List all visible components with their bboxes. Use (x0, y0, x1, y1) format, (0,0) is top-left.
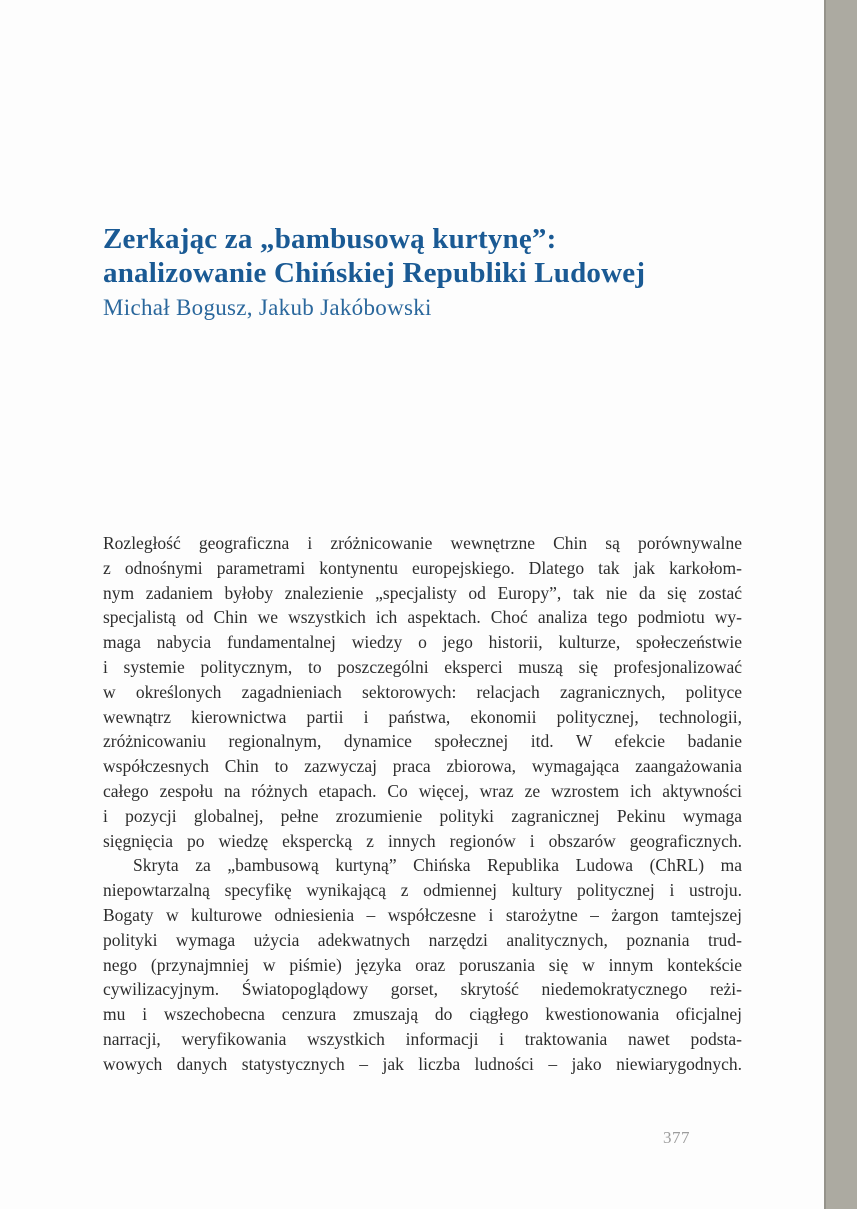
body-line: polityki wymaga użycia adekwatnych narzędzi analitycznych, poznania trud- (103, 929, 742, 950)
body-line: nym zadaniem byłoby znalezienie „specjalisty od Europy”, tak nie da się zostać (103, 582, 742, 603)
body-line: z odnośnymi parametrami kontynentu europejskiego. Dlatego tak jak karkołom- (103, 557, 742, 578)
body-line: Rozległość geograficzna i zróżnicowanie wewnętrzne Chin są porównywalne (103, 533, 742, 553)
body-line: wewnątrz kierownictwa partii i państwa, ekonomii politycznej, technologii, (103, 706, 742, 727)
body-line: sięgnięcia po wiedzę ekspercką z innych regionów i obszarów geograficznych. (103, 830, 742, 851)
chapter-title-line-1: Zerkając za „bambusową kurtynę”: (103, 223, 557, 255)
body-line: mu i wszechobecna cenzura zmuszają do ciągłego kwestionowania oficjalnej (103, 1004, 742, 1025)
scan-right-margin (824, 0, 857, 1209)
body-line: specjalistą od Chin we wszystkich ich aspektach. Choć analiza tego podmiotu wy- (103, 607, 742, 628)
body-line: niepowtarzalną specyfikę wynikającą z odmiennej kultury politycznej i ustroju. (103, 880, 742, 901)
body-line: Skryta za „bambusową kurtyną” Chińska Republika Ludowa (ChRL) ma (133, 855, 742, 876)
page-number: 377 (663, 1128, 690, 1147)
body-line: wowych danych statystycznych – jak liczba ludności – jako niewiarygodnych. (103, 1053, 742, 1074)
body-line: narracji, weryfikowania wszystkich informacji i traktowania nawet podsta- (103, 1028, 742, 1049)
body-line: całego zespołu na różnych etapach. Co więcej, wraz ze wzrostem ich aktywności (103, 780, 742, 801)
chapter-title-line-2: analizowanie Chińskiej Republiki Ludowej (103, 257, 646, 289)
chapter-authors: Michał Bogusz, Jakub Jakóbowski (103, 295, 432, 320)
body-line: nego (przynajmniej w piśmie) języka oraz poruszania się w innym kontekście (103, 954, 742, 975)
body-line: zróżnicowaniu regionalnym, dynamice społecznej itd. W efekcie badanie (103, 731, 742, 752)
body-line: i pozycji globalnej, pełne zrozumienie polityki zagranicznej Pekinu wymaga (103, 805, 742, 826)
body-line: maga nabycia fundamentalnej wiedzy o jego historii, kulturze, społeczeństwie (103, 632, 742, 653)
chapter-body (103, 531, 742, 1077)
body-line: i systemie politycznym, to poszczególni eksperci muszą się profesjonalizować (103, 656, 742, 677)
body-line: współczesnych Chin to zazwyczaj praca zbiorowa, wymagająca zaangażowania (103, 756, 742, 777)
body-line: Bogaty w kulturowe odniesienia – współczesne i starożytne – żargon tamtejszej (103, 904, 742, 925)
body-line: cywilizacyjnym. Światopoglądowy gorset, skrytość niedemokratycznego reżi- (103, 979, 742, 1000)
chapter-title (103, 222, 763, 290)
body-line: w określonych zagadnieniach sektorowych: relacjach zagranicznych, polityce (103, 681, 742, 702)
